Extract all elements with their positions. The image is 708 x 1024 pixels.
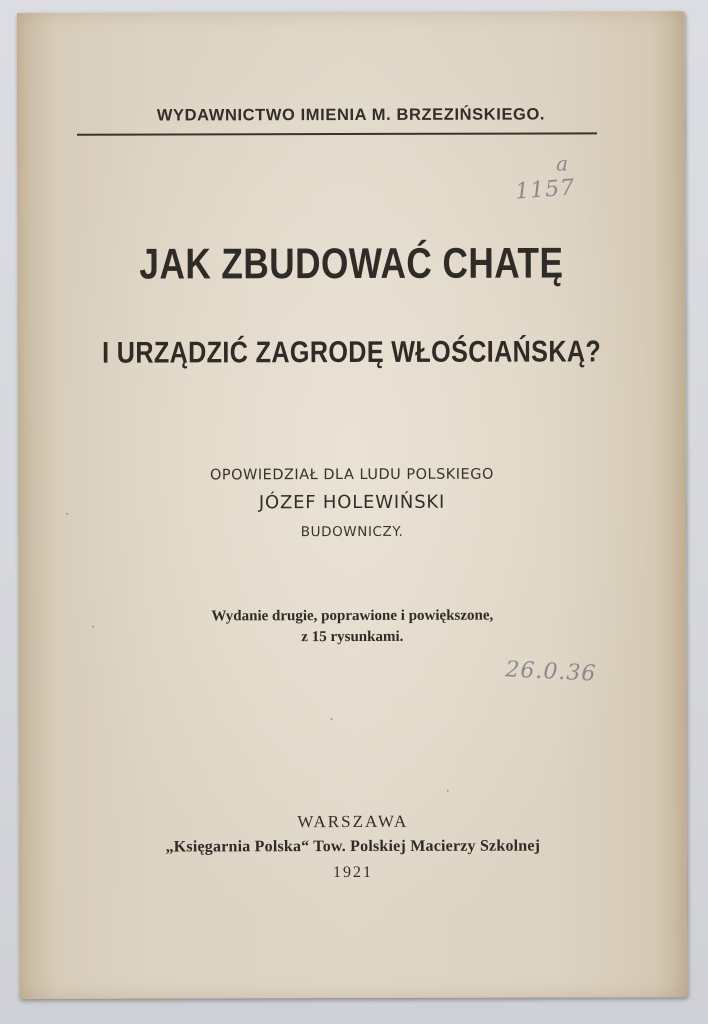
imprint-press: „Księgarnia Polska“ Tow. Polskiej Macierzy Szkolnej xyxy=(165,837,541,856)
header-rule xyxy=(77,132,597,135)
edition-line-1: Wydanie drugie, poprawione i powiększone, xyxy=(211,607,494,625)
handwritten-catalog-number: 1157 xyxy=(514,175,577,205)
edition-note xyxy=(18,605,686,649)
paper-speck xyxy=(331,718,333,720)
title-line-1: JAK ZBUDOWAĆ CHATĘ xyxy=(139,239,564,289)
paper-speck xyxy=(447,790,449,792)
imprint-city: WARSZAWA xyxy=(297,811,409,832)
imprint-year: 1921 xyxy=(332,863,373,882)
handwritten-letter: a xyxy=(556,151,570,176)
book-title-page xyxy=(17,11,688,999)
edition-line-2: z 15 rysunkami. xyxy=(301,628,404,646)
author-name: JÓZEF HOLEWIŃSKI xyxy=(258,491,446,514)
paper-speck xyxy=(92,626,94,628)
handwritten-date: 26.0.36 xyxy=(504,657,597,687)
publisher-line: WYDAWNICTWO IMIENIA M. BRZEZIŃSKIEGO. xyxy=(156,105,546,125)
paper-speck xyxy=(66,513,68,515)
author-intro: OPOWIEDZIAŁ DLA LUDU POLSKIEGO xyxy=(209,466,494,484)
title-line-2: I URZĄDZIĆ ZAGRODĘ WŁOŚCIAŃSKĄ? xyxy=(102,335,602,370)
author-role: BUDOWNICZY. xyxy=(300,523,404,541)
